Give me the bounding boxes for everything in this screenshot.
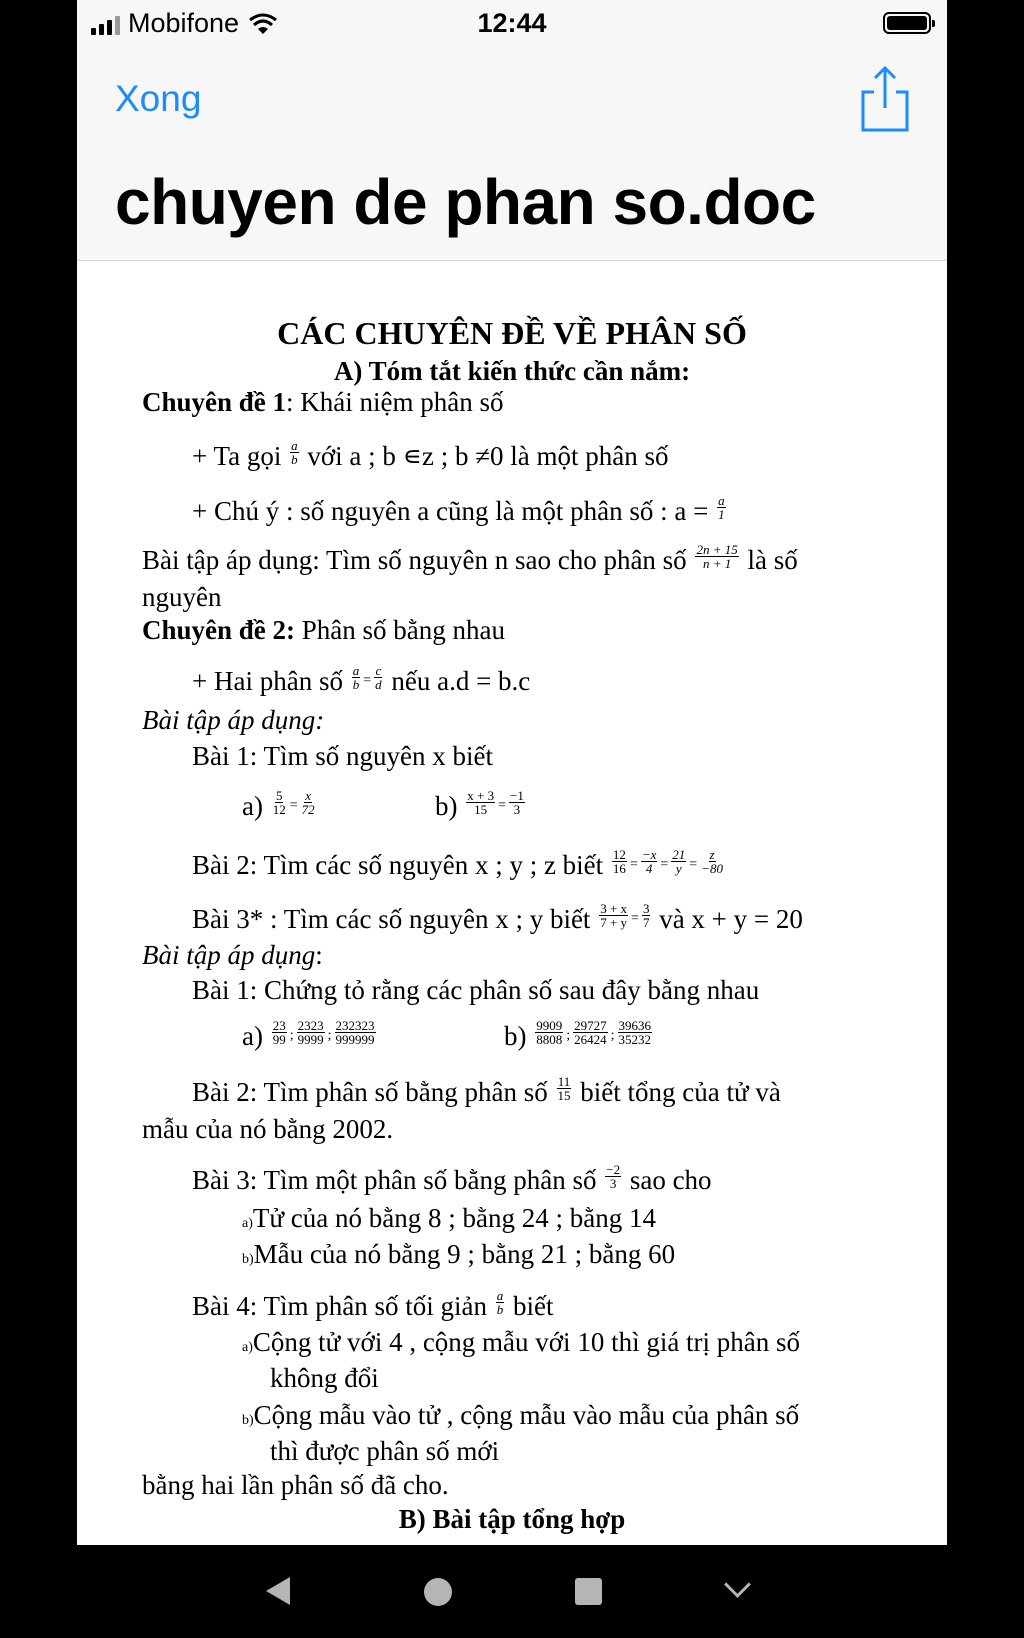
- practice-heading-2: [142, 942, 323, 969]
- fraction: [618, 1019, 653, 1047]
- fraction: [496, 1289, 505, 1317]
- item-text: Cộng mẫu vào tử , cộng mẫu vào mẫu của phân số: [253, 1400, 800, 1430]
- item-label: b): [435, 791, 458, 821]
- equals-sign: =: [689, 857, 698, 872]
- denominator: 1: [718, 507, 725, 523]
- fraction: [700, 848, 724, 876]
- exercise-1-title: Bài 1: Tìm số nguyên x biết: [192, 741, 493, 771]
- numerator: a: [352, 662, 360, 678]
- exercise-7b: [242, 1402, 799, 1429]
- denominator: 12: [272, 802, 286, 818]
- item-marker: b): [242, 1252, 254, 1267]
- exercise-1b: [435, 787, 527, 823]
- exercise-7b-cont: thì được phân số mới: [270, 1436, 500, 1466]
- fraction: [612, 848, 627, 876]
- numerator: 23: [272, 1017, 286, 1033]
- denominator: 16: [612, 861, 626, 877]
- numerator: c: [375, 662, 382, 678]
- numerator: 29727: [574, 1017, 607, 1033]
- fraction: [352, 664, 361, 692]
- topic-1-label: Chuyên đề 1: [142, 387, 287, 417]
- practice-text: là số: [747, 545, 798, 575]
- fraction: [297, 1019, 325, 1047]
- numerator: 9909: [536, 1017, 563, 1033]
- fraction: [641, 848, 658, 876]
- fraction: [556, 1075, 571, 1103]
- item-label: a): [242, 1021, 263, 1051]
- item-label: b): [504, 1021, 527, 1051]
- exercise-2: [192, 846, 726, 882]
- numerator: 39636: [618, 1017, 652, 1033]
- exercise-5-cont: mẫu của nó bằng 2002.: [142, 1114, 394, 1144]
- fraction: [272, 789, 287, 817]
- topic-2-label: Chuyên đề 2:: [142, 615, 296, 645]
- numerator: 21: [672, 846, 686, 862]
- exercise-4a: [242, 1017, 378, 1053]
- exercise-1a: [242, 787, 318, 823]
- numerator: x: [305, 787, 312, 803]
- denominator: 8808: [536, 1032, 563, 1048]
- separator: ;: [566, 1028, 571, 1043]
- denominator: d: [375, 677, 382, 693]
- exercise-text: biết tổng của tử và: [580, 1077, 781, 1107]
- numerator: 11: [557, 1073, 571, 1089]
- equals-sign: =: [631, 911, 639, 926]
- fraction: [695, 543, 738, 571]
- denominator: −80: [701, 861, 723, 877]
- note-text: + Chú ý : số nguyên a cũng là một phân số : a =: [192, 496, 709, 526]
- practice-text: Bài tập áp dụng: Tìm số nguyên n sao cho phân số: [142, 545, 687, 575]
- fraction: [335, 1019, 376, 1047]
- exercise-5: [192, 1073, 781, 1109]
- item-marker: b): [242, 1413, 254, 1428]
- equals-sign: =: [289, 798, 298, 813]
- denominator: 4: [645, 861, 653, 877]
- rule-text: nếu a.d = b.c: [391, 666, 531, 696]
- exercise-text: Bài 4: Tìm phân số tối giản: [192, 1291, 487, 1321]
- item-text: Tử của nó bằng 8 ; bằng 24 ; bằng 14: [252, 1203, 656, 1233]
- exercise-7b-cont-2: bằng hai lần phân số đã cho.: [142, 1470, 449, 1500]
- denominator: 7: [642, 915, 650, 931]
- exercise-6: [192, 1161, 712, 1197]
- denominator: 26424: [574, 1032, 607, 1048]
- topic-1-definition: [192, 437, 669, 473]
- exercise-3: [192, 900, 803, 936]
- practice-heading-1: Bài tập áp dụng:: [142, 705, 325, 735]
- equals-sign: =: [498, 798, 506, 813]
- carrier-name: Mobifone: [128, 8, 240, 38]
- denominator: 999999: [335, 1032, 375, 1048]
- item-marker: a): [242, 1340, 253, 1355]
- topic-2-rule: [192, 662, 531, 698]
- doc-heading: CÁC CHUYÊN ĐỀ VỀ PHÂN SỐ: [277, 315, 747, 351]
- status-bar: [77, 0, 947, 50]
- fraction: [605, 1163, 621, 1191]
- chevron-down-icon[interactable]: [724, 1571, 751, 1598]
- numerator: 3: [642, 900, 650, 916]
- denominator: 7 + y: [600, 915, 628, 931]
- numerator: 5: [275, 787, 283, 803]
- numerator: −2: [606, 1161, 621, 1177]
- item-text: Mẫu của nó bằng 9 ; bằng 21 ; bằng 60: [253, 1239, 676, 1269]
- fraction: [642, 902, 651, 930]
- denominator: 3: [609, 1176, 617, 1192]
- separator: ;: [327, 1028, 332, 1043]
- exercise-text: Bài 3* : Tìm các số nguyên x ; y biết: [192, 904, 591, 934]
- denominator: n + 1: [702, 556, 732, 572]
- exercise-7a-cont: không đổi: [270, 1363, 379, 1393]
- topic-1-line: [142, 389, 504, 416]
- section-b-heading: B) Bài tập tổng hợp: [398, 1504, 626, 1534]
- exercise-text: Bài 2: Tìm các số nguyên x ; y ; z biết: [192, 850, 604, 880]
- numerator: z: [709, 846, 715, 862]
- exercise-6b: [242, 1241, 675, 1268]
- equals-sign: =: [629, 857, 638, 872]
- system-navigation-bar: [0, 1545, 1024, 1638]
- denominator: b: [496, 1302, 504, 1318]
- denominator: 99: [272, 1032, 286, 1048]
- topic-2-text: Phân số bằng nhau: [295, 615, 506, 645]
- definition-text: với a ; b ∊z ; b ≠0 là một phân số: [307, 441, 669, 471]
- practice-heading-colon: :: [315, 940, 323, 970]
- equals-sign: =: [363, 673, 372, 688]
- denominator: b: [352, 677, 360, 693]
- rule-text: + Hai phân số: [192, 666, 343, 696]
- numerator: x + 3: [467, 787, 495, 803]
- denominator: 15: [474, 802, 488, 818]
- navigation-bar: [77, 50, 947, 261]
- fraction: [466, 789, 495, 817]
- denominator: b: [291, 452, 298, 468]
- exercise-7a: [242, 1329, 800, 1356]
- item-marker: a): [242, 1216, 253, 1231]
- item-label: a): [242, 791, 263, 821]
- numerator: 232323: [335, 1017, 375, 1033]
- topic-2-line: [142, 617, 505, 644]
- item-text: Cộng tử với 4 , cộng mẫu với 10 thì giá trị phân số: [252, 1327, 801, 1357]
- fraction: [671, 848, 686, 876]
- home-icon[interactable]: [424, 1578, 452, 1606]
- fraction: [509, 789, 525, 817]
- battery-icon: [883, 12, 931, 34]
- exercise-text: biết: [512, 1291, 554, 1321]
- exercise-7: [192, 1287, 554, 1323]
- practice-1-line: [142, 541, 798, 577]
- denominator: 9999: [297, 1032, 324, 1048]
- numerator: a: [291, 437, 298, 453]
- denominator: 3: [513, 802, 521, 818]
- practice-heading-text: Bài tập áp dụng: [142, 940, 316, 970]
- exercise-text: sao cho: [629, 1165, 712, 1195]
- definition-text: + Ta gọi: [192, 441, 282, 471]
- numerator: a: [718, 492, 725, 508]
- fraction: [301, 789, 316, 817]
- exercise-6a: [242, 1205, 656, 1232]
- equals-sign: =: [660, 857, 669, 872]
- back-icon[interactable]: [266, 1577, 290, 1605]
- topic-1-text: : Khái niệm phân số: [286, 387, 504, 417]
- numerator: 3 + x: [600, 900, 628, 916]
- fraction: [599, 902, 628, 930]
- topic-1-note: [192, 492, 728, 528]
- fraction: [573, 1019, 608, 1047]
- exercise-text: và x + y = 20: [659, 904, 803, 934]
- fraction: [272, 1019, 287, 1047]
- fraction: [374, 664, 383, 692]
- numerator: 2323: [297, 1017, 324, 1033]
- separator: ;: [610, 1028, 615, 1043]
- share-icon[interactable]: [859, 64, 911, 134]
- document-page: [77, 261, 947, 1545]
- numerator: −x: [641, 846, 657, 862]
- practice-1-cont: nguyên: [142, 582, 222, 612]
- separator: ;: [289, 1028, 294, 1043]
- numerator: 2n + 15: [696, 541, 738, 557]
- document-title: chuyen de phan so.doc: [115, 166, 816, 238]
- recent-apps-icon[interactable]: [575, 1578, 602, 1605]
- fraction: [717, 494, 726, 522]
- denominator: 72: [301, 802, 315, 818]
- clock: 12:44: [477, 8, 547, 38]
- denominator: y: [675, 861, 682, 877]
- fraction: [535, 1019, 563, 1047]
- document-viewer: [77, 0, 947, 1545]
- exercise-text: Bài 3: Tìm một phân số bằng phân số: [192, 1165, 597, 1195]
- exercise-4-title: Bài 1: Chứng tỏ rằng các phân số sau đây bằng nhau: [192, 975, 760, 1005]
- exercise-4b: [504, 1017, 654, 1053]
- exercise-text: Bài 2: Tìm phân số bằng phân số: [192, 1077, 548, 1107]
- denominator: 35232: [618, 1032, 652, 1048]
- fraction: [290, 439, 299, 467]
- numerator: a: [496, 1287, 504, 1303]
- denominator: 15: [557, 1088, 571, 1104]
- numerator: 12: [612, 846, 626, 862]
- done-button[interactable]: Xong: [115, 78, 202, 119]
- section-a-heading: A) Tóm tắt kiến thức cần nắm:: [333, 356, 691, 386]
- numerator: −1: [510, 787, 524, 803]
